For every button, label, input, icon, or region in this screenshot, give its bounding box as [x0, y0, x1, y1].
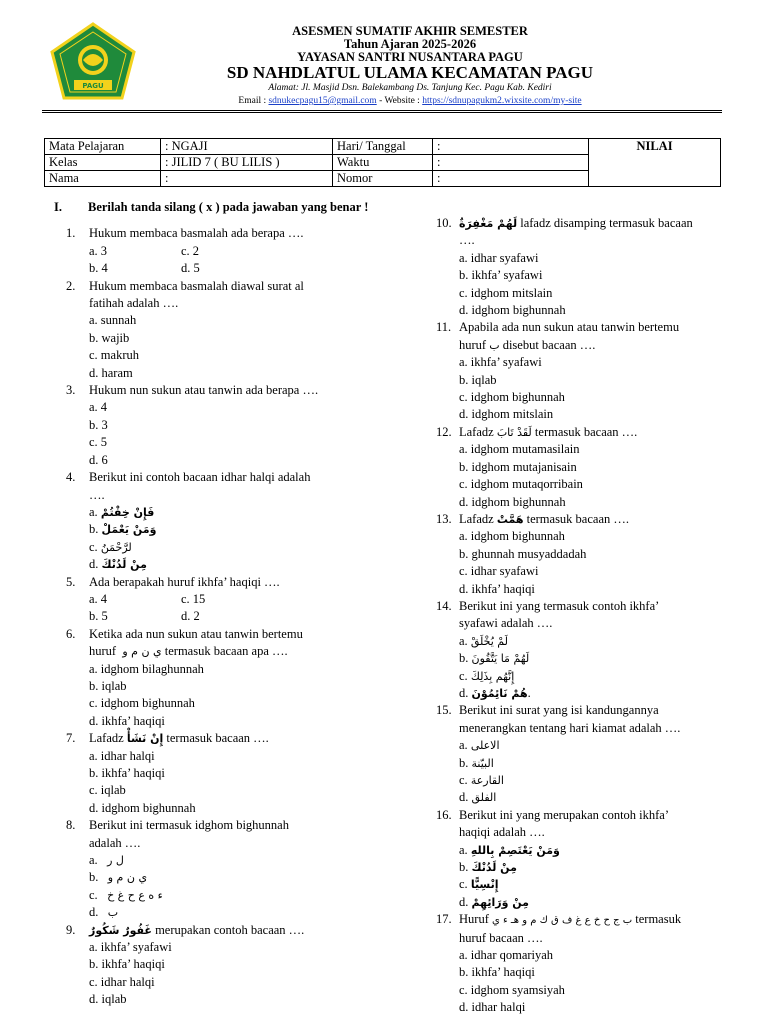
question-number: 14. [436, 598, 452, 613]
option-a[interactable]: a. 4 [89, 400, 108, 415]
question-number: 12. [436, 424, 452, 439]
option-a[interactable]: a. ل ر [89, 853, 124, 868]
option-c[interactable]: c. idghom bighunnah [459, 390, 565, 405]
question-text-cont: menerangkan tentang hari kiamat adalah …. [459, 720, 681, 735]
option-b[interactable]: b. ikhfa’ haqiqi [89, 957, 165, 972]
nama-value: : [161, 171, 333, 187]
logo-text: PAGU [82, 82, 104, 90]
option-d[interactable]: d. 5 [181, 261, 200, 276]
question-number: 8. [66, 818, 76, 833]
question-text-cont: haqiqi adalah …. [459, 825, 545, 840]
question-6 [56, 626, 386, 730]
option-a[interactable]: a. sunnah [89, 313, 137, 328]
option-b[interactable]: b. ikhfa’ haqiqi [459, 965, 535, 980]
option-d[interactable]: d. مِنْ لَدُنْكَ [89, 557, 147, 572]
option-c[interactable]: c. idghom mutaqorribain [459, 477, 583, 492]
question-16 [424, 807, 764, 911]
option-c[interactable]: c. ء ه ع ح غ خ [89, 887, 163, 902]
question-15 [424, 702, 764, 806]
option-b[interactable]: b. ikhfa’ syafawi [459, 268, 543, 283]
question-number: 2. [66, 278, 76, 293]
option-b[interactable]: b. 3 [89, 417, 108, 432]
option-a[interactable]: a. 4 [89, 591, 108, 606]
option-b[interactable]: b. ghunnah musyaddadah [459, 546, 587, 561]
option-b[interactable]: b. مِنْ لَدُنْكَ [459, 860, 517, 875]
option-d[interactable]: d. 6 [89, 452, 108, 467]
option-a[interactable]: a. ikhfa’ syafawi [459, 355, 542, 370]
question-number: 1. [66, 226, 76, 241]
school-address: Alamat: Jl. Masjid Dsn. Balekambang Ds. Tanjung Kec. Pagu Kab. Kediri [268, 83, 552, 93]
header-line-1: ASESMEN SUMATIF AKHIR SEMESTER [292, 24, 528, 38]
option-c[interactable]: c. idghom mitslain [459, 285, 553, 300]
question-text: Ada berapakah huruf ikhfa’ haqiqi …. [89, 574, 280, 589]
option-a[interactable]: a. idghom bilaghunnah [89, 661, 204, 676]
question-2 [56, 278, 386, 382]
question-text-cont: fatihah adalah …. [89, 296, 179, 311]
question-number: 7. [66, 731, 76, 746]
question-number: 10. [436, 216, 452, 230]
option-d[interactable]: d. الفلق [459, 790, 497, 805]
nilai-box: NILAI [589, 139, 721, 187]
hari-value: : [433, 139, 589, 155]
question-14 [424, 598, 764, 702]
question-text-cont: huruf ب disebut bacaan …. [459, 337, 596, 352]
question-8 [56, 817, 386, 921]
question-17: 17. Huruf ب ج ح خ ع غ ف ق ك م و هـ ء ي termasuk huruf bacaan …. a. idhar qomariyah b. ikhfa’ haqiqi c. idghom syamsiyah d. idhar halqi [424, 911, 764, 1016]
option-a[interactable]: a. idhar qomariyah [459, 948, 554, 963]
nomor-value: : [433, 171, 589, 187]
mapel-label: Mata Pelajaran [45, 139, 161, 155]
option-a[interactable]: a. وَمَنْ يَعْتَصِمْ بِاللهِ [459, 842, 560, 857]
section-number: I. [54, 200, 62, 214]
option-c[interactable]: c. idghom bighunnah [89, 696, 195, 711]
option-b[interactable]: b. iqlab [89, 678, 127, 693]
option-c[interactable]: c. iqlab [89, 783, 126, 798]
question-number: 16. [436, 807, 452, 822]
option-d[interactable]: d. iqlab [89, 992, 127, 1007]
option-c[interactable]: c. idhar syafawi [459, 564, 539, 579]
option-a[interactable]: a. فَإِنْ خِفْتُمْ [89, 504, 155, 519]
option-b[interactable]: b. 4 [89, 261, 108, 276]
question-number: 9. [66, 922, 76, 937]
option-d[interactable]: d. هُمْ نَائِمُوْنَ. [459, 685, 531, 700]
question-13: 13. Lafadz هَمَّتْ termasuk bacaan …. a. idghom bighunnah b. ghunnah musyaddadah c. idhar syafawi d. ikhfa’ haqiqi [424, 511, 764, 598]
header-line-2: Tahun Ajaran 2025-2026 [343, 37, 477, 51]
option-c[interactable]: c. 5 [89, 435, 108, 450]
option-a[interactable]: a. لَمْ يُخْلَقْ [459, 633, 508, 648]
contact-line [150, 96, 670, 106]
email-link[interactable]: sdnukecpagu15@gmail.com [268, 96, 377, 106]
option-a[interactable]: a. 3 [89, 243, 108, 258]
question-number: 4. [66, 470, 76, 485]
question-text-cont: huruf ي ن م و termasuk bacaan apa …. [89, 644, 288, 659]
question-12: 12. Lafadz لَقَدْ تَابَ termasuk bacaan …. a. idghom mutamasilain b. idghom mutajanisain c. idghom mutaqorribain d. idghom bighunnah [424, 424, 764, 511]
question-text: Apabila ada nun sukun atau tanwin bertemu [459, 320, 680, 335]
question-9: 9. غَفُورٌ شَكُورٌ merupakan contoh bacaan …. a. ikhfa’ syafawi b. ikhfa’ haqiqi c. idhar halqi d. iqlab [56, 922, 386, 1009]
waktu-value: : [433, 155, 589, 171]
email-label: Email : [238, 96, 267, 106]
question-number: 5. [66, 574, 76, 589]
nama-label: Nama [45, 171, 161, 187]
school-logo [50, 22, 136, 100]
question-text-cont: …. [89, 487, 105, 502]
option-d[interactable]: d. idghom mitslain [459, 407, 554, 422]
question-number: 11. [436, 320, 452, 335]
right-column [424, 215, 764, 1017]
question-number: 6. [66, 626, 76, 641]
waktu-label: Waktu [333, 155, 433, 171]
option-c[interactable]: c. إِنَّهُم بِذَلِكَ [459, 668, 515, 683]
option-a[interactable]: a. الاعلى [459, 738, 500, 753]
option-b[interactable]: b. wajib [89, 330, 130, 345]
option-b[interactable]: b. ي ن م و [89, 870, 148, 885]
question-text-cont: syafawi adalah …. [459, 616, 553, 631]
question-text: Berikut ini surat yang isi kandungannya [459, 703, 659, 718]
kelas-label: Kelas [45, 155, 161, 171]
option-a[interactable]: a. idghom mutamasilain [459, 442, 580, 457]
option-b[interactable]: b. ikhfa’ haqiqi [89, 766, 165, 780]
option-c[interactable]: c. 2 [181, 243, 200, 258]
question-4 [56, 469, 386, 573]
option-c[interactable]: c. لرَّحْمَنُ [89, 539, 132, 554]
question-10: 10. لَهُمْ مَغْفِرَةٌ lafadz disamping termasuk bacaan …. a. idhar syafawi b. ikhfa’ syafawi c. idghom mitslain d. idghom bighunnah [424, 215, 764, 319]
website-label: - Website : [376, 96, 420, 106]
question-text: Berikut ini termasuk idghom bighunnah [89, 818, 289, 833]
option-a[interactable]: a. idhar syafawi [459, 250, 539, 265]
question-number: 13. [436, 511, 452, 526]
header-divider-thick [42, 110, 722, 111]
question-text: Hukum nun sukun atau tanwin ada berapa …. [89, 383, 319, 398]
option-c[interactable]: c. 15 [181, 591, 206, 606]
nomor-label: Nomor [333, 171, 433, 187]
question-11 [424, 319, 764, 423]
option-a[interactable]: a. ikhfa’ syafawi [89, 940, 172, 955]
option-d[interactable]: d. idghom bighunnah [459, 303, 566, 318]
question-number: 3. [66, 383, 76, 398]
question-number: 17. [436, 912, 452, 927]
option-d[interactable]: d. ikhfa’ haqiqi [459, 581, 535, 596]
website-link[interactable]: https://sdnupagukm2.wixsite.com/my-site [422, 96, 582, 106]
option-b[interactable]: b. 5 [89, 609, 108, 624]
question-text-cont: …. [459, 233, 475, 248]
option-c[interactable]: c. idhar halqi [89, 974, 155, 989]
left-column [56, 199, 386, 1009]
hari-label: Hari/ Tanggal [333, 139, 433, 155]
header-line-3: YAYASAN SANTRI NUSANTARA PAGU [297, 50, 523, 64]
question-text: Berikut ini contoh bacaan idhar halqi adalah [89, 470, 311, 485]
school-name: SD NAHDLATUL ULAMA KECAMATAN PAGU [226, 63, 594, 82]
question-text: Hukum membaca basmalah diawal surat al [89, 278, 304, 293]
option-b[interactable]: b. لَهُمْ مَا يَتَّقُونَ [459, 651, 530, 666]
option-b[interactable]: b. البيّنة [459, 755, 494, 770]
option-c[interactable]: c. makruh [89, 348, 139, 363]
option-d[interactable]: d. ikhfa’ haqiqi [89, 713, 165, 728]
section-instruction: Berilah tanda silang ( x ) pada jawaban yang benar ! [88, 200, 369, 214]
question-text: Ketika ada nun sukun atau tanwin bertemu [89, 626, 303, 641]
option-d[interactable]: d. idhar halqi [459, 1000, 526, 1015]
question-number: 15. [436, 703, 452, 718]
question-text: Berikut ini yang termasuk contoh ikhfa’ [459, 598, 660, 613]
option-b[interactable]: b. iqlab [459, 372, 497, 387]
mapel-value: : NGAJI [161, 139, 333, 155]
option-a[interactable]: a. idhar halqi [89, 748, 155, 763]
question-7: 7. Lafadz إِنْ نَشَأْ termasuk bacaan …. a. idhar halqi b. ikhfa’ haqiqi c. iqlab d. idghom bighunnah [56, 730, 386, 817]
option-d[interactable]: d. 2 [181, 609, 200, 624]
option-d[interactable]: d. haram [89, 365, 133, 380]
document-header [0, 0, 768, 112]
question-3 [56, 382, 386, 469]
option-b[interactable]: b. idghom mutajanisain [459, 459, 577, 474]
question-1 [56, 225, 386, 277]
option-d[interactable]: d. ب [89, 905, 119, 920]
question-text: Hukum membaca basmalah ada berapa …. [89, 226, 304, 241]
option-d[interactable]: d. مِنْ وَرَائِهِمْ [459, 894, 529, 909]
question-text: Berikut ini yang merupakan contoh ikhfa’ [459, 807, 670, 822]
option-c[interactable]: c. إِنْسِيًّا [459, 877, 499, 892]
question-text-cont: adalah …. [89, 835, 141, 850]
kelas-value: : JILID 7 ( BU LILIS ) [161, 155, 333, 171]
option-c[interactable]: c. القارعة [459, 773, 504, 787]
option-b[interactable]: b. وَمَنْ يَعْمَلْ [89, 522, 157, 537]
option-d[interactable]: d. idghom bighunnah [459, 494, 566, 509]
question-text-cont: huruf bacaan …. [459, 930, 543, 945]
section-title [54, 199, 386, 216]
option-c[interactable]: c. idghom syamsiyah [459, 982, 565, 997]
header-divider-thin [42, 112, 722, 113]
option-a[interactable]: a. idghom bighunnah [459, 529, 565, 544]
option-d[interactable]: d. idghom bighunnah [89, 800, 196, 815]
student-info-table [44, 138, 721, 187]
question-5 [56, 574, 386, 626]
